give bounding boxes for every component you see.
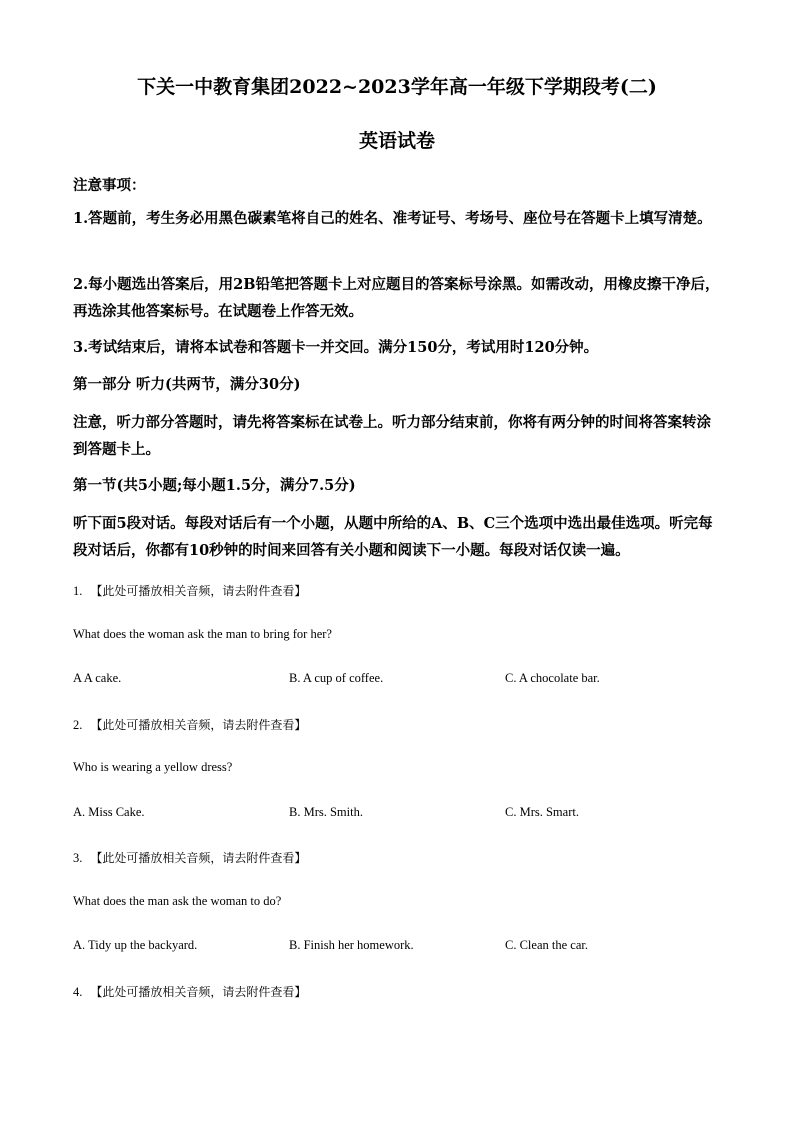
question-3-header	[73, 849, 306, 866]
question-1-header	[73, 582, 306, 599]
question-3-option-b: B. Finish her homework.	[289, 938, 414, 952]
exam-title: 下关一中教育集团2022~2023学年高一年级下学期段考(二)	[137, 76, 657, 98]
question-3-option-a: A. Tidy up the backyard.	[73, 938, 198, 952]
audio-note: 【此处可播放相关音频，请去附件查看】	[90, 718, 307, 732]
question-2-option-b: B. Mrs. Smith.	[289, 805, 363, 819]
question-2-option-a: A. Miss Cake.	[73, 805, 145, 819]
section1-heading: 第一节(共5小题;每小题1.5分，满分7.5分)	[73, 477, 356, 494]
question-1-option-a: A A cake.	[73, 671, 122, 685]
notice-item-2: 2.每小题选出答案后，用2B铅笔把答题卡上对应题目的答案标号涂黑。如需改动，用橡皮擦干净后，再选涂其他答案标号。在试题卷上作答无效。	[73, 276, 720, 320]
question-number: 1.	[73, 584, 83, 598]
question-4-header	[73, 983, 306, 1000]
question-1-option-b: B. A cup of coffee.	[289, 671, 384, 685]
part1-note: 注意，听力部分答题时，请先将答案标在试卷上。听力部分结束前，你将有两分钟的时间将答案转涂到答题卡上。	[73, 414, 711, 458]
question-2-header	[73, 716, 306, 733]
part1-heading: 第一部分 听力(共两节，满分30分)	[73, 376, 301, 393]
question-3-text: What does the man ask the woman to do?	[73, 894, 282, 908]
audio-note: 【此处可播放相关音频，请去附件查看】	[90, 584, 307, 598]
notice-item-3: 3.考试结束后，请将本试卷和答题卡一并交回。满分150分，考试用时120分钟。	[73, 339, 599, 356]
question-1-text: What does the woman ask the man to bring for her?	[73, 627, 332, 641]
audio-note: 【此处可播放相关音频，请去附件查看】	[90, 851, 307, 865]
question-number: 3.	[73, 851, 83, 865]
audio-note: 【此处可播放相关音频，请去附件查看】	[90, 985, 307, 999]
exam-subtitle: 英语试卷	[358, 130, 435, 152]
notice-heading: 注意事项：	[73, 177, 146, 194]
question-3-option-c: C. Clean the car.	[505, 938, 588, 952]
section1-instructions: 听下面5段对话。每段对话后有一个小题，从题中所给的A、B、C三个选项中选出最佳选项。听完每段对话后，你都有10秒钟的时间来回答有关小题和阅读下一小题。每段对话仅读一遍。	[73, 515, 713, 559]
question-1-option-c: C. A chocolate bar.	[505, 671, 600, 685]
question-2-text: Who is wearing a yellow dress?	[73, 760, 233, 774]
notice-item-1: 1.答题前，考生务必用黑色碳素笔将自己的姓名、准考证号、考场号、座位号在答题卡上填写清楚。	[73, 210, 712, 227]
question-number: 2.	[73, 718, 83, 732]
question-2-option-c: C. Mrs. Smart.	[505, 805, 579, 819]
question-number: 4.	[73, 985, 83, 999]
